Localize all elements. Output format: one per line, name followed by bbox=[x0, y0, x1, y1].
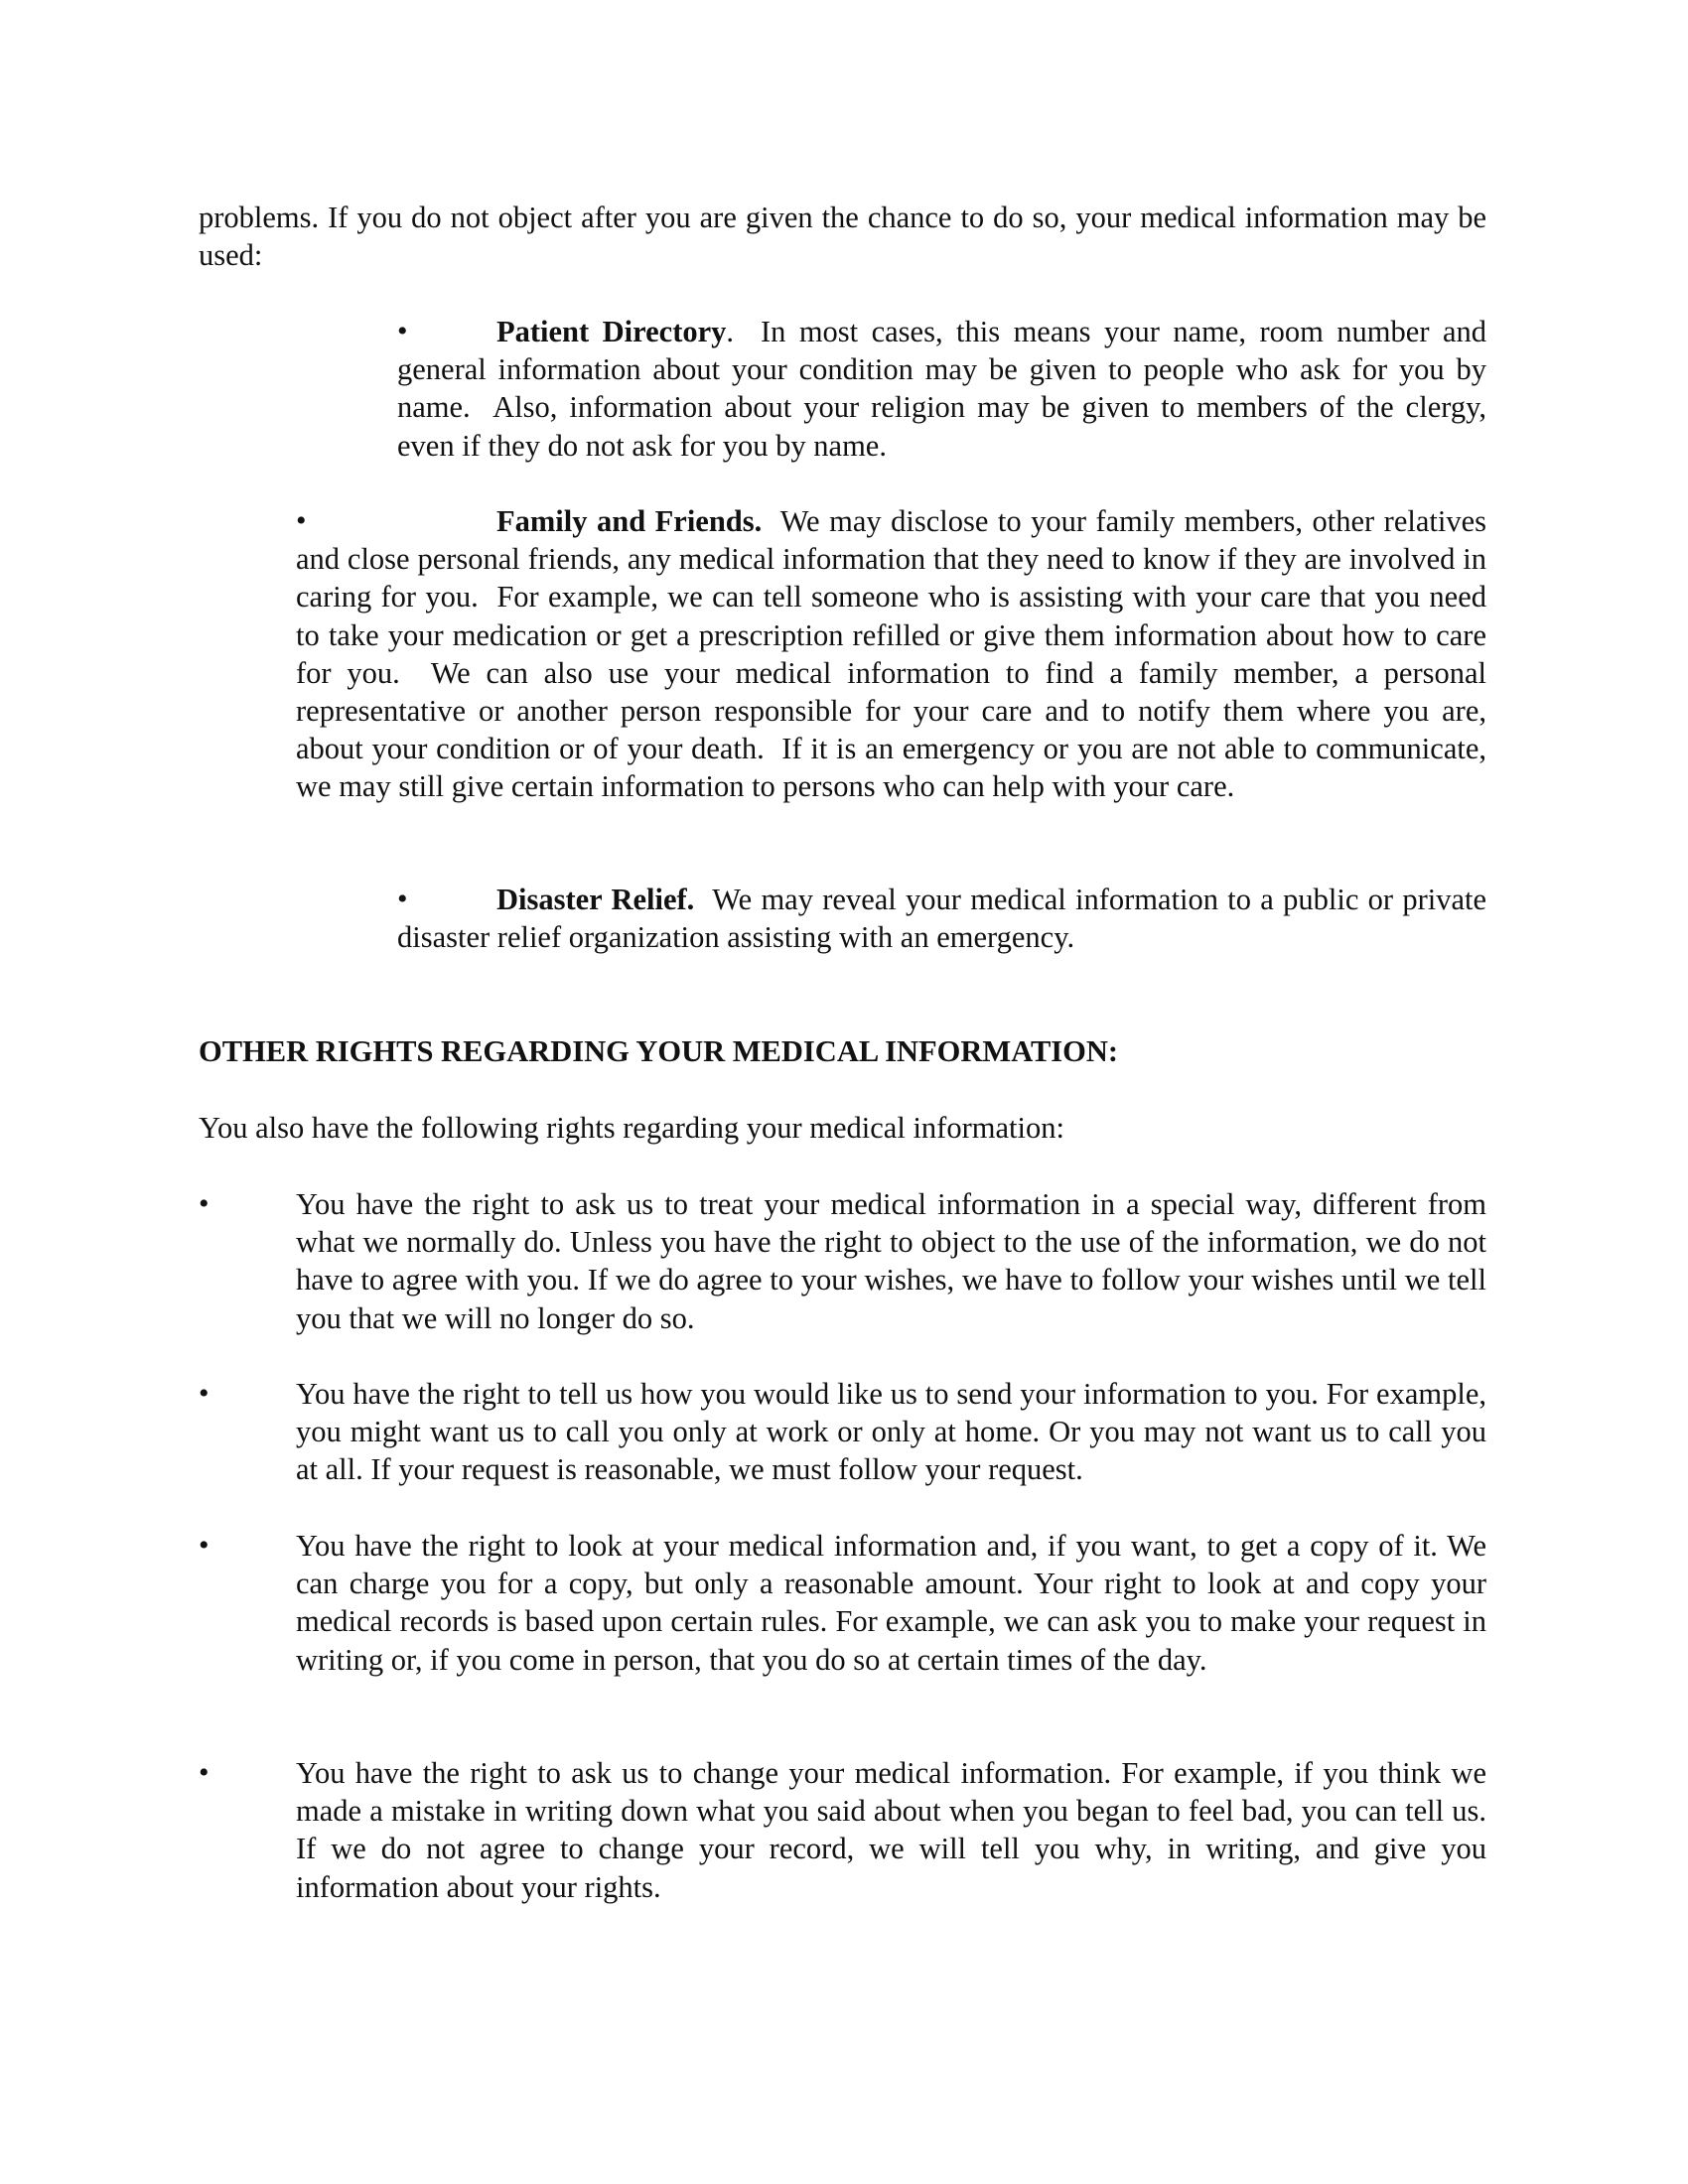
use-label: Family and Friends. bbox=[496, 504, 763, 538]
bullet-icon: • bbox=[397, 315, 408, 347]
use-item-disaster-relief bbox=[397, 881, 1494, 956]
section-intro: You also have the following rights regarding your medical information: bbox=[199, 1111, 1064, 1145]
right-item: You have the right to tell us how you would like us to send your information to you. For example, you might want us to call you only at work or only at home. Or you may not want us to call you at all. If your request is reasonable, we must follow your request. bbox=[296, 1377, 1486, 1487]
right-item: You have the right to ask us to change your medical information. For example, if you think we made a mistake in writing down what you said about when you began to feel bad, you can tell us. If we do not agree to change your record, we will tell you why, in writing, and give you information about your rights. bbox=[296, 1756, 1486, 1904]
use-text: We may reveal your medical information to a public or private disaster relief organization assisting with an emergency. bbox=[397, 883, 1494, 955]
intro-text: problems. If you do not object after you are given the chance to do so, your medical information may be used: bbox=[199, 201, 1486, 273]
bullet-icon: • bbox=[296, 504, 307, 537]
right-item: You have the right to look at your medical information and, if you want, to get a copy of it. We can charge you for a copy, but only a reasonable amount. Your right to look at and copy your medical records is based upon certain rules. For example, we can ask you to make your request in writing or, if you come in person, that you do so at certain times of the day. bbox=[296, 1529, 1486, 1677]
bullet-icon: • bbox=[199, 1187, 210, 1220]
use-item-family-and-friends bbox=[296, 502, 1494, 806]
use-label-suffix: . bbox=[726, 315, 735, 348]
bullet-icon: • bbox=[199, 1377, 210, 1410]
right-item: You have the right to ask us to treat your medical information in a special way, different from what we normally do. Unless you have the right to object to the use of the information, we do not have to agree with you. If we do agree to your wishes, we have to follow your wishes until we tell you that we will no longer do so. bbox=[296, 1187, 1486, 1335]
intro-paragraph bbox=[199, 199, 1486, 274]
use-item-patient-directory bbox=[397, 313, 1494, 465]
use-label: Disaster Relief. bbox=[496, 883, 695, 916]
section-heading: OTHER RIGHTS REGARDING YOUR MEDICAL INFORMATION: bbox=[199, 1034, 1119, 1068]
use-label: Patient Directory bbox=[496, 315, 727, 348]
bullet-icon: • bbox=[397, 883, 408, 915]
bullet-icon: • bbox=[199, 1756, 210, 1789]
use-text: In most cases, this means your name, room number and general information about your condition may be given to people who ask for you by name. Also, information about your religion may be given to members of the clergy, even if they do not ask for you by name. bbox=[397, 315, 1494, 463]
bullet-icon: • bbox=[199, 1529, 210, 1562]
use-text: We may disclose to your family members, other relatives and close personal friends, any medical information that they need to know if they are involved in caring for you. For example, we can tell someone who is assisting with your care that you need to take your medication or get a prescription refilled or give them information about how to care for you. We can also use your medical information to find a family member, a personal representative or another person responsible for your care and to notify them where you are, about your condition or of your death. If it is an emergency or you are not able to communicate, we may still give certain information to persons who can help with your care. bbox=[296, 504, 1494, 804]
